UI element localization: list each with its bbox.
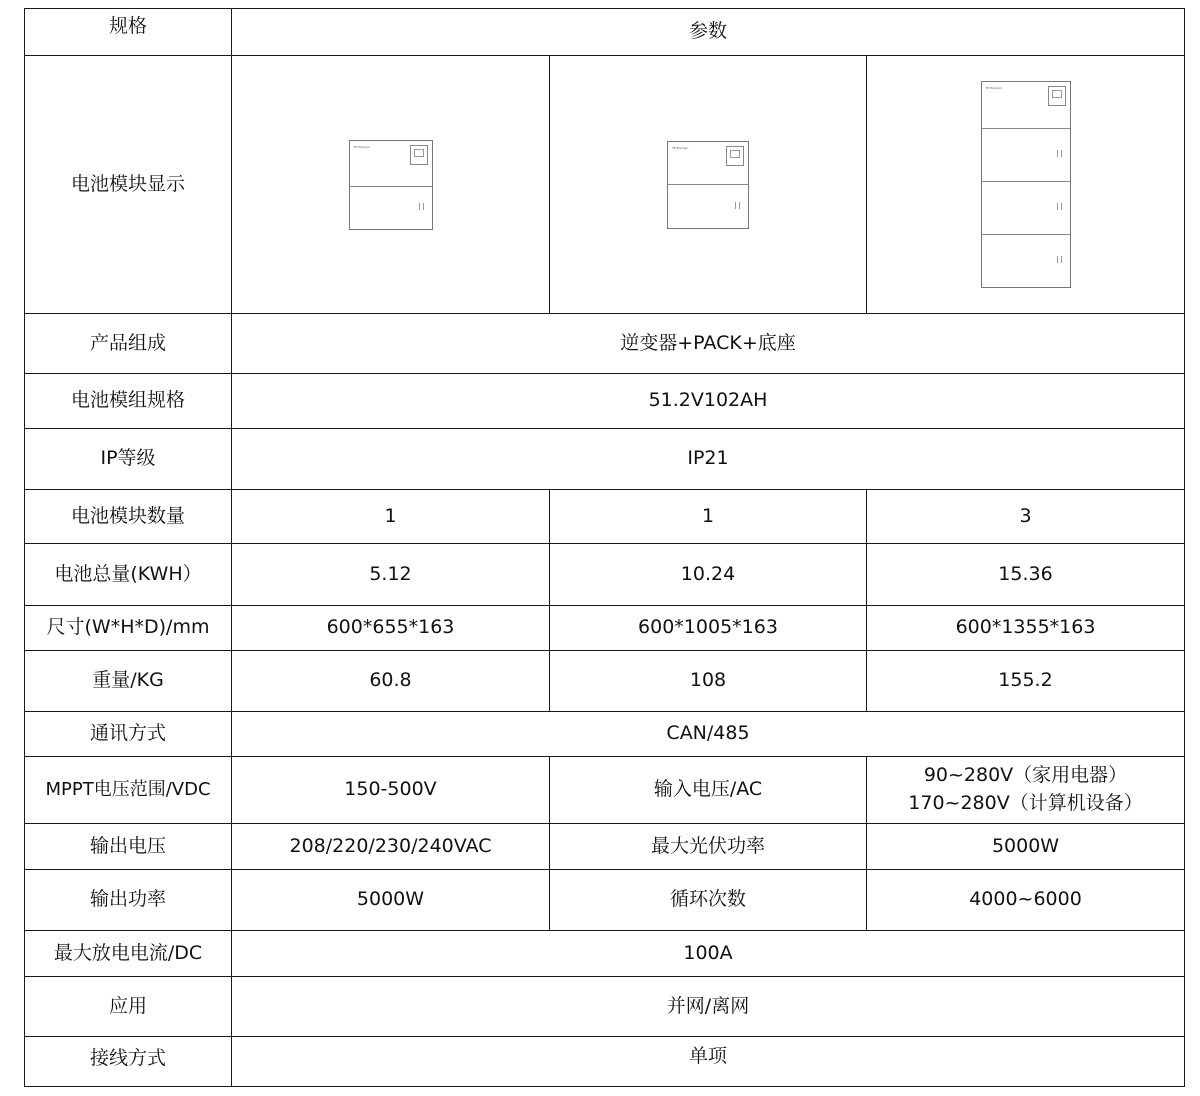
comm-value: CAN/485 (232, 712, 1185, 757)
module-count-value: 1 (232, 490, 550, 544)
capacity-value: 5.12 (232, 544, 550, 606)
cycle-count-value: 4000~6000 (867, 870, 1185, 931)
weight-value: 155.2 (867, 651, 1185, 712)
input-voltage-line: 90~280V（家用电器） (923, 764, 1128, 787)
module-count-value: 3 (867, 490, 1185, 544)
module-spec-label: 电池模组规格 (25, 374, 232, 429)
size-row (25, 606, 1185, 651)
wiring-value: 单项 (232, 1037, 1185, 1087)
module-count-row (25, 490, 1185, 544)
weight-value: 60.8 (232, 651, 550, 712)
comm-label: 通讯方式 (25, 712, 232, 757)
ip-label: IP等级 (25, 429, 232, 490)
param-header: 参数 (232, 9, 1185, 56)
size-value: 600*1355*163 (867, 606, 1185, 651)
input-voltage-value (867, 757, 1185, 824)
max-discharge-row (25, 931, 1185, 977)
battery-cabinet-image: TP·Elecbyn (667, 141, 749, 229)
wiring-row (25, 1037, 1185, 1087)
composition-value: 逆变器+PACK+底座 (232, 314, 1185, 374)
output-power-row (25, 870, 1185, 931)
module-count-label: 电池模块数量 (25, 490, 232, 544)
display-screen-icon (726, 146, 744, 166)
max-discharge-value: 100A (232, 931, 1185, 977)
size-value: 600*1005*163 (550, 606, 867, 651)
battery-illustration-1 (232, 56, 550, 314)
spec-header: 规格 (25, 9, 232, 56)
ip-row (25, 429, 1185, 490)
battery-display-label: 电池模块显示 (25, 56, 232, 314)
max-pv-power-label: 最大光伏功率 (550, 824, 867, 870)
application-label: 应用 (25, 977, 232, 1037)
ip-value: IP21 (232, 429, 1185, 490)
cycle-count-label: 循环次数 (550, 870, 867, 931)
module-spec-value: 51.2V102AH (232, 374, 1185, 429)
wiring-label: 接线方式 (25, 1037, 232, 1087)
output-voltage-label: 输出电压 (25, 824, 232, 870)
composition-label: 产品组成 (25, 314, 232, 374)
display-screen-icon (410, 145, 428, 165)
battery-illustration-2 (550, 56, 867, 314)
capacity-label: 电池总量(KWH） (25, 544, 232, 606)
composition-row (25, 314, 1185, 374)
battery-illustration-3 (867, 56, 1185, 314)
output-voltage-row (25, 824, 1185, 870)
weight-value: 108 (550, 651, 867, 712)
mppt-row (25, 757, 1185, 824)
application-value: 并网/离网 (232, 977, 1185, 1037)
max-discharge-label: 最大放电电流/DC (25, 931, 232, 977)
module-spec-row (25, 374, 1185, 429)
display-screen-icon (1048, 86, 1066, 106)
capacity-row (25, 544, 1185, 606)
output-power-label: 输出功率 (25, 870, 232, 931)
application-row (25, 977, 1185, 1037)
header-row (25, 9, 1185, 56)
battery-display-row (25, 56, 1185, 314)
size-value: 600*655*163 (232, 606, 550, 651)
output-power-value: 5000W (232, 870, 550, 931)
max-pv-power-value: 5000W (867, 824, 1185, 870)
spec-table (24, 8, 1185, 1087)
input-voltage-line: 170~280V（计算机设备） (908, 792, 1143, 814)
module-count-value: 1 (550, 490, 867, 544)
capacity-value: 10.24 (550, 544, 867, 606)
weight-label: 重量/KG (25, 651, 232, 712)
size-label: 尺寸(W*H*D)/mm (25, 606, 232, 651)
input-voltage-label: 输入电压/AC (550, 757, 867, 824)
mppt-label: MPPT电压范围/VDC (25, 757, 232, 824)
output-voltage-value: 208/220/230/240VAC (232, 824, 550, 870)
battery-cabinet-image: TP·Elecbyn (349, 140, 433, 230)
weight-row (25, 651, 1185, 712)
battery-cabinet-image: TP·Elecbyn (981, 81, 1071, 288)
mppt-value: 150-500V (232, 757, 550, 824)
comm-row (25, 712, 1185, 757)
capacity-value: 15.36 (867, 544, 1185, 606)
